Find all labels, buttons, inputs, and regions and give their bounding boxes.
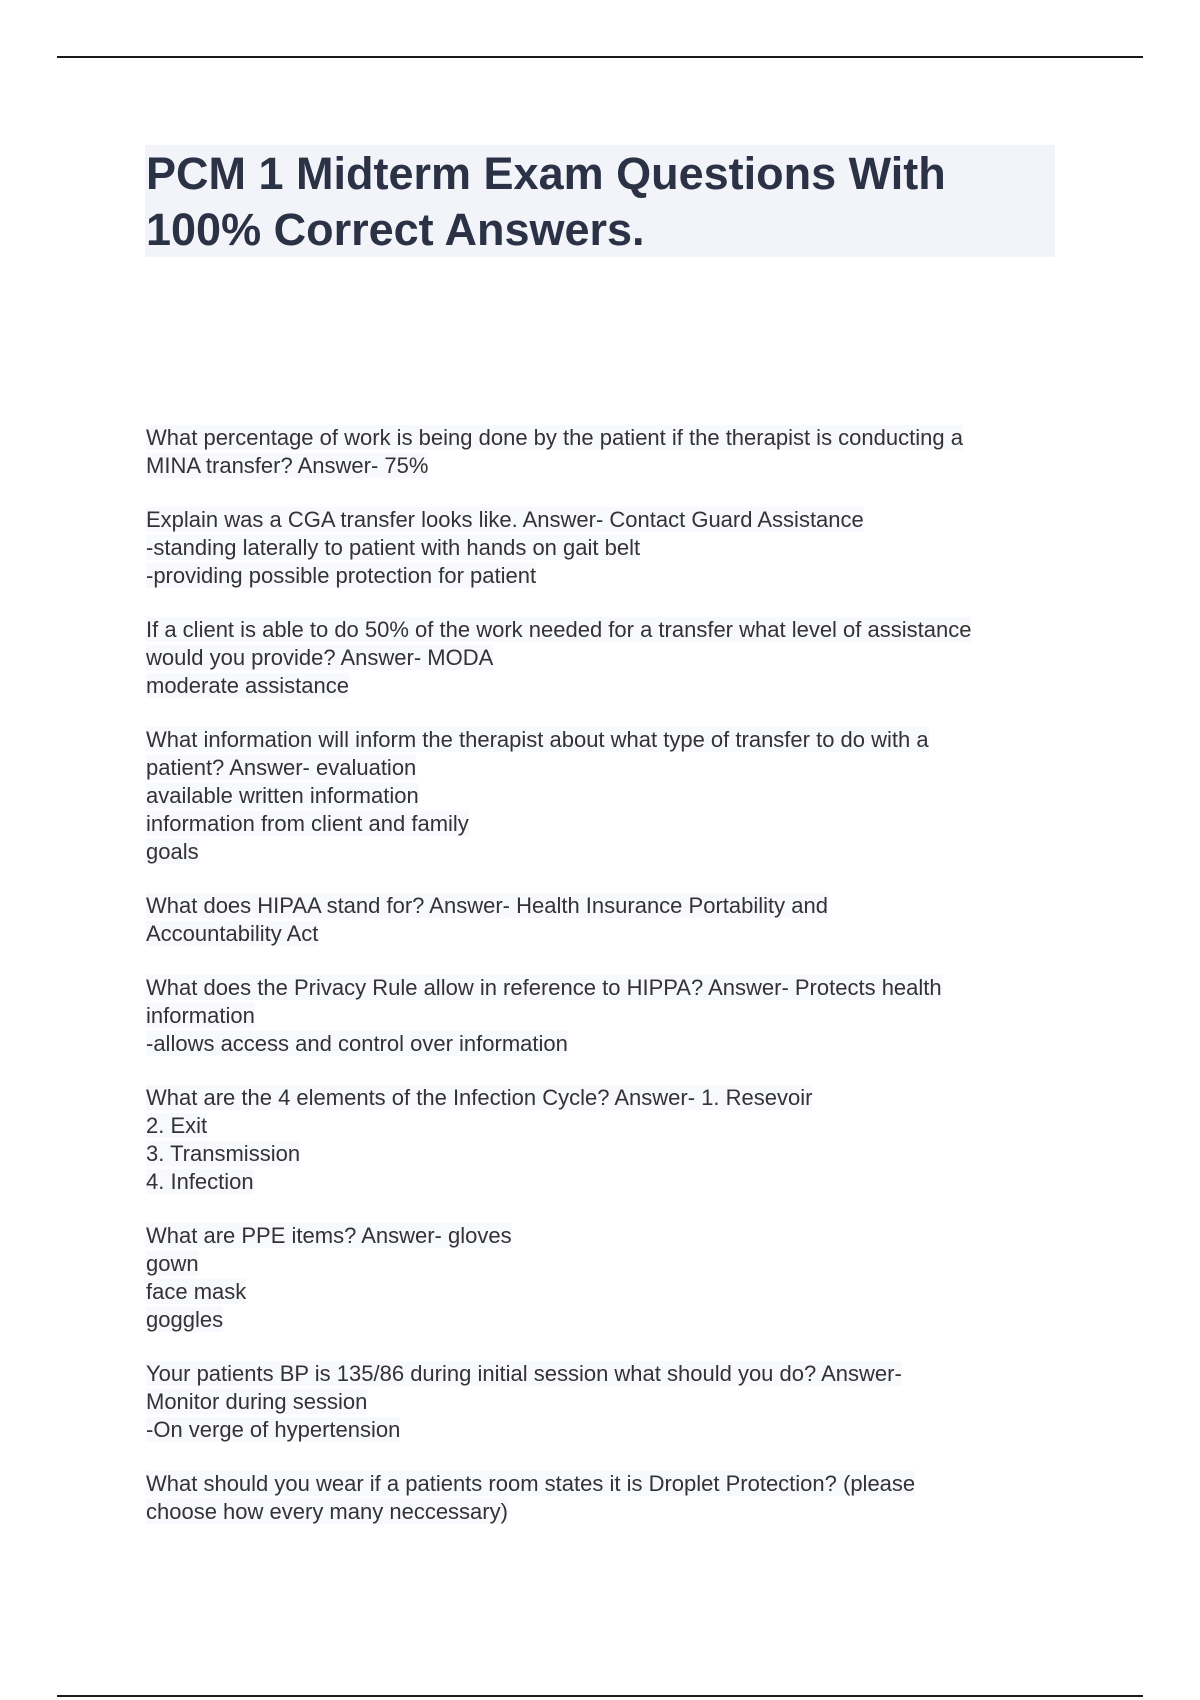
line-text: Explain was a CGA transfer looks like. Answer- Contact Guard Assistance — [146, 507, 864, 532]
line-text: would you provide? Answer- MODA — [146, 645, 494, 670]
line-text: 4. Infection — [146, 1169, 254, 1194]
line-text: goals — [146, 839, 199, 864]
question-line — [146, 1084, 1066, 1112]
line-text: -providing possible protection for patient — [146, 563, 537, 588]
qa-item — [146, 424, 1066, 480]
answer-line — [146, 838, 1066, 866]
answer-line — [146, 644, 1066, 672]
answer-line — [146, 754, 1066, 782]
question-line — [146, 726, 1066, 754]
answer-line — [146, 672, 1066, 700]
answer-line — [146, 920, 1066, 948]
question-line — [146, 1360, 1066, 1388]
line-text: 2. Exit — [146, 1113, 208, 1138]
line-text: -On verge of hypertension — [146, 1417, 401, 1442]
title-line-1: PCM 1 Midterm Exam Questions With — [146, 148, 946, 199]
question-answer-list — [146, 424, 1066, 1552]
line-text: -allows access and control over information — [146, 1031, 568, 1056]
qa-item — [146, 616, 1066, 700]
question-line — [146, 892, 1066, 920]
line-text: patient? Answer- evaluation — [146, 755, 417, 780]
line-text: Monitor during session — [146, 1389, 368, 1414]
answer-line — [146, 1030, 1066, 1058]
question-line — [146, 1222, 1066, 1250]
qa-item — [146, 1470, 1066, 1526]
answer-line — [146, 1498, 1066, 1526]
answer-line — [146, 1112, 1066, 1140]
line-text: information from client and family — [146, 811, 469, 836]
answer-line — [146, 1250, 1066, 1278]
line-text: choose how every many neccessary) — [146, 1499, 508, 1524]
line-text: 3. Transmission — [146, 1141, 301, 1166]
top-rule — [57, 56, 1143, 58]
answer-line — [146, 1306, 1066, 1334]
qa-item — [146, 726, 1066, 866]
answer-line — [146, 1002, 1066, 1030]
answer-line — [146, 1140, 1066, 1168]
question-line — [146, 1470, 1066, 1498]
line-text: face mask — [146, 1279, 247, 1304]
line-text: available written information — [146, 783, 419, 808]
bottom-rule — [57, 1695, 1143, 1697]
answer-line — [146, 1278, 1066, 1306]
line-text: What does the Privacy Rule allow in reference to HIPPA? Answer- Protects health — [146, 975, 942, 1000]
answer-line — [146, 810, 1066, 838]
qa-item — [146, 506, 1066, 590]
document-title — [146, 146, 1056, 258]
qa-item — [146, 1360, 1066, 1444]
line-text: moderate assistance — [146, 673, 349, 698]
line-text: MINA transfer? Answer- 75% — [146, 453, 429, 478]
qa-item — [146, 1084, 1066, 1196]
line-text: What does HIPAA stand for? Answer- Health Insurance Portability and — [146, 893, 828, 918]
question-line — [146, 506, 1066, 534]
line-text: If a client is able to do 50% of the work needed for a transfer what level of assistance — [146, 617, 972, 642]
line-text: gown — [146, 1251, 199, 1276]
question-line — [146, 424, 1066, 452]
answer-line — [146, 1388, 1066, 1416]
answer-line — [146, 534, 1066, 562]
line-text: information — [146, 1003, 255, 1028]
line-text: What percentage of work is being done by the patient if the therapist is conducting a — [146, 425, 963, 450]
answer-line — [146, 1168, 1066, 1196]
line-text: goggles — [146, 1307, 224, 1332]
line-text: What should you wear if a patients room states it is Droplet Protection? (please — [146, 1471, 916, 1496]
qa-item — [146, 892, 1066, 948]
question-line — [146, 616, 1066, 644]
line-text: What are PPE items? Answer- gloves — [146, 1223, 512, 1248]
answer-line — [146, 1416, 1066, 1444]
answer-line — [146, 782, 1066, 810]
line-text: Accountability Act — [146, 921, 319, 946]
title-line-2: 100% Correct Answers. — [146, 204, 645, 255]
line-text: Your patients BP is 135/86 during initial session what should you do? Answer- — [146, 1361, 902, 1386]
line-text: -standing laterally to patient with hands on gait belt — [146, 535, 641, 560]
line-text: What are the 4 elements of the Infection Cycle? Answer- 1. Resevoir — [146, 1085, 813, 1110]
qa-item — [146, 1222, 1066, 1334]
line-text: What information will inform the therapist about what type of transfer to do with a — [146, 727, 929, 752]
qa-item — [146, 974, 1066, 1058]
answer-line — [146, 452, 1066, 480]
question-line — [146, 974, 1066, 1002]
answer-line — [146, 562, 1066, 590]
